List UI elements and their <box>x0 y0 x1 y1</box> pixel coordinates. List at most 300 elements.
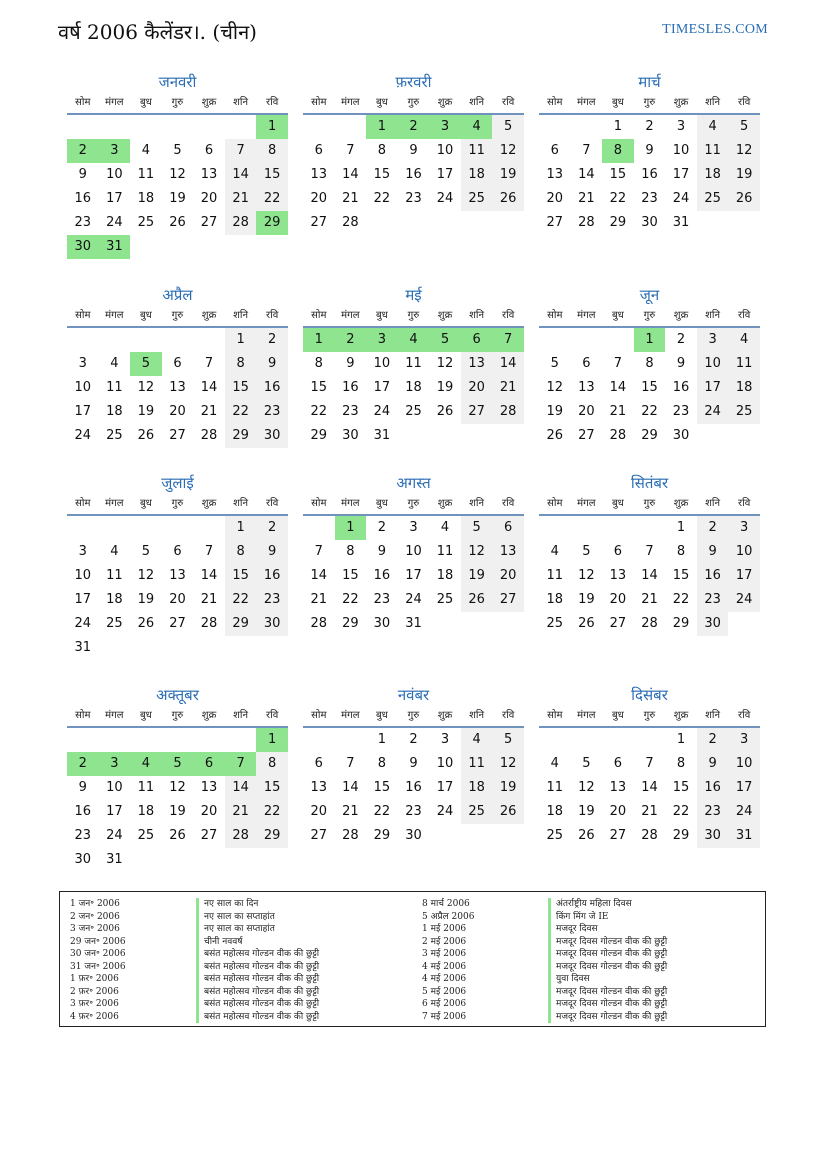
legend-date: 2 मई 2006 <box>422 936 467 947</box>
day-cell: 21 <box>310 592 328 607</box>
day-cell: 19 <box>546 404 564 419</box>
day-cell: 3 <box>78 544 87 559</box>
day-cell: 9 <box>676 356 686 371</box>
empty-cell <box>99 516 131 540</box>
day-cell: 11 <box>137 780 155 795</box>
weekday-label: शुक्र <box>201 710 217 721</box>
weekday-label: गुरु <box>407 498 420 509</box>
weekday-label: सोम <box>311 310 327 321</box>
day-cell: 30 <box>342 428 359 443</box>
day-cell: 4 <box>697 115 729 139</box>
day-cell: 26 <box>169 215 186 230</box>
weekday-header <box>539 306 760 328</box>
legend-row <box>60 973 410 986</box>
legend-date: 3 फ़र॰ 2006 <box>70 999 119 1009</box>
empty-cell <box>634 728 666 752</box>
day-cell: 2 <box>409 732 418 747</box>
day-cell: 27 <box>546 215 564 230</box>
day-cell: 25 <box>137 828 155 843</box>
month-block <box>539 284 760 448</box>
day-cell: 19 <box>461 564 493 588</box>
legend-holiday-name: किंग मिंग जे IE <box>548 911 608 924</box>
day-cell: 21 <box>200 404 218 419</box>
legend-row <box>412 961 762 974</box>
day-cell: 25 <box>137 215 155 230</box>
month-block <box>67 71 288 259</box>
day-cell: 17 <box>728 564 760 588</box>
day-cell: 11 <box>697 139 729 163</box>
legend-date: 4 फ़र॰ 2006 <box>70 1011 119 1022</box>
day-cell: 31 <box>373 428 391 443</box>
holiday-day-cell: 3 <box>429 115 461 139</box>
day-cell: 24 <box>436 804 454 819</box>
month-block <box>303 284 524 448</box>
weekday-label: सोम <box>547 710 563 721</box>
day-cell: 13 <box>578 380 595 395</box>
weekday-label: मंगल <box>577 310 596 321</box>
holiday-day-cell: 1 <box>256 728 288 752</box>
month-name: मई <box>405 286 422 304</box>
day-cell: 24 <box>697 400 729 424</box>
month-block <box>539 71 760 235</box>
day-cell: 17 <box>728 776 760 800</box>
day-cell: 5 <box>582 544 591 559</box>
day-cell: 10 <box>373 356 391 371</box>
day-cell: 17 <box>436 780 454 795</box>
day-cell: 20 <box>578 404 595 419</box>
day-cell: 28 <box>492 400 524 424</box>
day-cell: 28 <box>342 828 359 843</box>
day-cell: 21 <box>641 804 658 819</box>
day-cell: 8 <box>377 756 387 771</box>
day-cell: 1 <box>676 732 686 747</box>
day-cell: 15 <box>373 780 391 795</box>
day-cell: 8 <box>346 544 355 559</box>
day-cell: 20 <box>609 592 627 607</box>
day-cell: 18 <box>106 404 123 419</box>
day-cell: 15 <box>609 167 627 182</box>
legend-holiday-name: अंतर्राष्ट्रीय महिला दिवस <box>548 898 632 911</box>
weekday-header <box>303 494 524 516</box>
weekday-label: शुक्र <box>673 97 689 108</box>
holiday-day-cell: 1 <box>256 115 288 139</box>
day-cell: 9 <box>409 143 418 158</box>
month-name: जून <box>639 286 660 304</box>
weekday-label: शनि <box>705 310 721 321</box>
weekday-label: रवि <box>266 710 279 721</box>
weekday-label: मंगल <box>577 710 596 721</box>
day-cell: 8 <box>676 756 686 771</box>
day-cell: 20 <box>609 804 627 819</box>
day-cell: 12 <box>492 139 524 163</box>
legend-date: 4 मई 2006 <box>422 974 467 984</box>
day-cell: 9 <box>697 540 729 564</box>
weekday-label: रवि <box>502 710 515 721</box>
day-cell: 29 <box>310 428 328 443</box>
weekday-label: मंगल <box>577 97 596 108</box>
day-cell: 14 <box>310 568 328 583</box>
day-cell: 23 <box>697 588 729 612</box>
empty-cell <box>602 728 634 752</box>
weekday-label: शनि <box>233 710 249 721</box>
legend-row <box>412 948 762 961</box>
day-cell: 29 <box>342 616 359 631</box>
day-cell: 5 <box>461 516 493 540</box>
holiday-day-cell: 3 <box>99 139 131 163</box>
day-cell: 18 <box>461 163 493 187</box>
day-cell: 27 <box>492 588 524 612</box>
day-cell: 24 <box>106 828 123 843</box>
day-cell: 20 <box>169 592 186 607</box>
day-cell: 5 <box>550 356 559 371</box>
day-cell: 12 <box>728 139 760 163</box>
legend-date: 8 मार्च 2006 <box>422 899 470 909</box>
day-cell: 16 <box>641 167 658 182</box>
legend-holiday-name: मजदूर दिवस <box>548 923 598 936</box>
day-cell: 11 <box>137 167 155 182</box>
day-cell: 10 <box>697 352 729 376</box>
empty-cell <box>335 728 367 752</box>
legend-date: 4 मई 2006 <box>422 961 467 972</box>
month-block <box>303 71 524 235</box>
legend-holiday-name: चीनी नववर्ष <box>196 936 242 949</box>
weekday-label: रवि <box>502 498 515 509</box>
day-cell: 3 <box>728 516 760 540</box>
day-cell: 26 <box>436 404 454 419</box>
holiday-day-cell: 8 <box>602 139 634 163</box>
legend-date: 1 फ़र॰ 2006 <box>70 974 119 984</box>
weekday-header <box>539 706 760 728</box>
day-cell: 20 <box>546 191 564 206</box>
empty-cell <box>162 728 194 752</box>
day-cell: 13 <box>200 167 218 182</box>
day-cell: 19 <box>578 804 595 819</box>
empty-cell <box>99 328 131 352</box>
legend-holiday-name: मजदूर दिवस गोल्डन वीक की छुट्टी <box>548 1011 667 1024</box>
day-cell: 18 <box>546 592 564 607</box>
day-cell: 14 <box>225 163 257 187</box>
empty-cell <box>162 516 194 540</box>
legend-holiday-name: बसंत महोत्सव गोल्डन वीक की छुट्टी <box>196 961 319 974</box>
day-cell: 29 <box>256 824 288 848</box>
empty-cell <box>303 516 335 540</box>
legend-column-left <box>60 898 410 1023</box>
legend-row <box>60 998 410 1011</box>
holiday-day-cell: 6 <box>193 752 225 776</box>
empty-cell <box>539 328 571 352</box>
day-cell: 14 <box>609 380 627 395</box>
weekday-label: शुक्र <box>673 310 689 321</box>
day-cell: 20 <box>310 804 328 819</box>
day-cell: 14 <box>492 352 524 376</box>
day-cell: 16 <box>405 167 422 182</box>
day-cell: 26 <box>492 187 524 211</box>
day-cell: 22 <box>225 400 257 424</box>
weekday-label: रवि <box>502 97 515 108</box>
day-grid <box>539 328 760 448</box>
weekday-label: मंगल <box>105 710 124 721</box>
day-cell: 25 <box>728 400 760 424</box>
weekday-label: बुध <box>139 498 152 509</box>
day-cell: 29 <box>225 424 257 448</box>
day-cell: 11 <box>405 356 422 371</box>
weekday-label: रवि <box>738 498 751 509</box>
weekday-label: गुरु <box>643 310 656 321</box>
day-cell: 12 <box>137 568 155 583</box>
legend-row <box>60 961 410 974</box>
month-name: मार्च <box>638 73 661 91</box>
day-cell: 28 <box>200 616 218 631</box>
day-cell: 13 <box>169 380 186 395</box>
legend-date: 5 मई 2006 <box>422 986 467 997</box>
day-cell: 12 <box>546 380 564 395</box>
holiday-day-cell: 4 <box>130 752 162 776</box>
weekday-label: शनि <box>469 710 485 721</box>
day-cell: 15 <box>225 564 257 588</box>
day-cell: 25 <box>106 428 123 443</box>
weekday-header <box>67 306 288 328</box>
legend-row <box>60 923 410 936</box>
day-cell: 16 <box>342 380 359 395</box>
empty-cell <box>335 115 367 139</box>
day-cell: 7 <box>204 356 214 371</box>
legend-date: 29 जन॰ 2006 <box>70 936 126 947</box>
day-cell: 1 <box>225 328 257 352</box>
day-cell: 9 <box>78 780 87 795</box>
day-cell: 11 <box>106 380 123 395</box>
day-cell: 16 <box>256 376 288 400</box>
empty-cell <box>539 728 571 752</box>
weekday-label: सोम <box>547 310 563 321</box>
holiday-day-cell: 5 <box>130 352 162 376</box>
day-cell: 4 <box>461 728 493 752</box>
day-cell: 5 <box>728 115 760 139</box>
day-cell: 18 <box>697 163 729 187</box>
day-cell: 22 <box>641 404 658 419</box>
weekday-label: सोम <box>311 498 327 509</box>
day-cell: 13 <box>169 568 186 583</box>
day-cell: 20 <box>200 191 218 206</box>
day-cell: 28 <box>578 215 595 230</box>
day-cell: 10 <box>728 752 760 776</box>
day-cell: 12 <box>169 780 186 795</box>
day-cell: 14 <box>578 167 595 182</box>
day-cell: 7 <box>314 544 323 559</box>
weekday-label: गुरु <box>171 710 184 721</box>
day-cell: 4 <box>550 756 559 771</box>
day-cell: 27 <box>609 828 627 843</box>
weekday-label: मंगल <box>105 97 124 108</box>
weekday-label: गुरु <box>171 97 184 108</box>
holiday-day-cell: 1 <box>366 115 398 139</box>
legend-row <box>412 973 762 986</box>
month-name: अप्रैल <box>162 286 193 304</box>
day-cell: 27 <box>461 400 493 424</box>
day-cell: 9 <box>697 752 729 776</box>
empty-cell <box>225 115 257 139</box>
day-cell: 19 <box>169 804 186 819</box>
day-cell: 18 <box>137 191 155 206</box>
day-cell: 30 <box>405 828 422 843</box>
weekday-label: शुक्र <box>437 310 453 321</box>
weekday-label: सोम <box>311 97 327 108</box>
day-cell: 11 <box>461 139 493 163</box>
legend-column-right <box>412 898 762 1023</box>
month-name: दिसंबर <box>631 686 668 704</box>
day-cell: 2 <box>676 332 686 347</box>
day-cell: 28 <box>641 828 658 843</box>
day-cell: 14 <box>641 568 658 583</box>
day-cell: 18 <box>461 776 493 800</box>
site-link[interactable]: TIMESLES.COM <box>662 22 768 37</box>
legend-holiday-name: बसंत महोत्सव गोल्डन वीक की छुट्टी <box>196 948 319 961</box>
day-cell: 25 <box>546 616 564 631</box>
legend-row <box>412 923 762 936</box>
weekday-label: शनि <box>233 310 249 321</box>
holiday-day-cell: 1 <box>303 328 335 352</box>
day-cell: 11 <box>728 352 760 376</box>
weekday-label: शनि <box>469 498 485 509</box>
day-cell: 27 <box>200 215 218 230</box>
month-block <box>67 472 288 660</box>
day-cell: 9 <box>256 540 288 564</box>
legend-holiday-name: बसंत महोत्सव गोल्डन वीक की छुट्टी <box>196 998 319 1011</box>
empty-cell <box>225 728 257 752</box>
day-cell: 27 <box>310 215 328 230</box>
day-cell: 15 <box>310 380 328 395</box>
day-cell: 16 <box>697 776 729 800</box>
day-cell: 26 <box>546 428 564 443</box>
day-cell: 23 <box>342 404 359 419</box>
day-cell: 11 <box>461 752 493 776</box>
day-cell: 7 <box>645 544 654 559</box>
day-cell: 16 <box>74 191 92 206</box>
empty-cell <box>193 728 225 752</box>
day-cell: 8 <box>314 356 323 371</box>
day-cell: 10 <box>436 143 454 158</box>
day-cell: 29 <box>373 828 391 843</box>
day-cell: 29 <box>609 215 627 230</box>
day-cell: 23 <box>405 804 422 819</box>
day-cell: 28 <box>225 824 257 848</box>
month-name: फ़रवरी <box>395 73 432 91</box>
legend-date: 2 जन॰ 2006 <box>70 911 120 922</box>
legend-date: 31 जन॰ 2006 <box>70 961 126 972</box>
weekday-label: गुरु <box>407 97 420 108</box>
day-cell: 10 <box>106 780 123 795</box>
legend-holiday-name: बसंत महोत्सव गोल्डन वीक की छुट्टी <box>196 986 319 999</box>
weekday-label: बुध <box>375 97 388 108</box>
day-cell: 21 <box>641 592 658 607</box>
day-cell: 22 <box>672 592 690 607</box>
day-cell: 3 <box>728 728 760 752</box>
day-cell: 20 <box>461 376 493 400</box>
day-cell: 10 <box>672 143 690 158</box>
day-cell: 9 <box>645 143 654 158</box>
day-cell: 22 <box>310 404 328 419</box>
empty-cell <box>602 516 634 540</box>
day-cell: 23 <box>641 191 658 206</box>
day-cell: 28 <box>342 215 359 230</box>
day-cell: 13 <box>609 780 627 795</box>
weekday-label: रवि <box>266 97 279 108</box>
day-grid <box>539 115 760 235</box>
day-cell: 10 <box>728 540 760 564</box>
day-cell: 17 <box>436 167 454 182</box>
day-cell: 19 <box>137 404 155 419</box>
day-cell: 29 <box>225 612 257 636</box>
day-cell: 22 <box>373 804 391 819</box>
weekday-label: मंगल <box>341 710 360 721</box>
day-cell: 24 <box>728 800 760 824</box>
empty-cell <box>571 728 603 752</box>
empty-cell <box>99 728 131 752</box>
empty-cell <box>602 328 634 352</box>
empty-cell <box>571 516 603 540</box>
day-cell: 15 <box>672 780 690 795</box>
day-cell: 4 <box>110 356 119 371</box>
day-cell: 3 <box>676 119 686 134</box>
day-cell: 8 <box>256 139 288 163</box>
legend-holiday-name: बसंत महोत्सव गोल्डन वीक की छुट्टी <box>196 1011 319 1024</box>
day-cell: 17 <box>106 804 123 819</box>
day-cell: 4 <box>110 544 119 559</box>
day-cell: 24 <box>106 215 123 230</box>
day-cell: 7 <box>204 544 214 559</box>
day-cell: 20 <box>310 191 328 206</box>
weekday-label: शुक्र <box>437 498 453 509</box>
day-cell: 6 <box>173 544 182 559</box>
day-cell: 12 <box>492 752 524 776</box>
day-cell: 13 <box>609 568 627 583</box>
weekday-label: मंगल <box>341 498 360 509</box>
day-cell: 3 <box>78 356 87 371</box>
day-cell: 15 <box>342 568 359 583</box>
day-cell: 8 <box>256 752 288 776</box>
day-cell: 23 <box>256 588 288 612</box>
weekday-label: गुरु <box>643 97 656 108</box>
weekday-label: गुरु <box>171 310 184 321</box>
day-cell: 31 <box>74 640 92 655</box>
day-cell: 13 <box>492 540 524 564</box>
day-cell: 23 <box>373 592 391 607</box>
weekday-label: बुध <box>139 710 152 721</box>
weekday-label: शुक्र <box>673 710 689 721</box>
day-cell: 1 <box>377 732 387 747</box>
day-cell: 5 <box>492 115 524 139</box>
legend-holiday-name: नए साल का सप्ताहांत <box>196 923 275 936</box>
holiday-day-cell: 3 <box>99 752 131 776</box>
day-cell: 6 <box>204 143 214 158</box>
day-cell: 16 <box>256 564 288 588</box>
legend-row <box>60 898 410 911</box>
day-cell: 12 <box>436 356 454 371</box>
day-cell: 7 <box>645 756 654 771</box>
day-cell: 14 <box>200 568 218 583</box>
day-cell: 22 <box>672 804 690 819</box>
day-cell: 27 <box>169 616 186 631</box>
weekday-header <box>67 93 288 115</box>
holiday-day-cell: 1 <box>634 328 666 352</box>
legend-holiday-name: बसंत महोत्सव गोल्डन वीक की छुट्टी <box>196 973 319 986</box>
day-cell: 24 <box>373 404 391 419</box>
day-cell: 17 <box>74 592 92 607</box>
weekday-label: बुध <box>139 97 152 108</box>
month-name: जुलाई <box>161 474 194 492</box>
day-grid <box>67 728 288 872</box>
day-cell: 18 <box>137 804 155 819</box>
holiday-legend <box>59 891 766 1027</box>
